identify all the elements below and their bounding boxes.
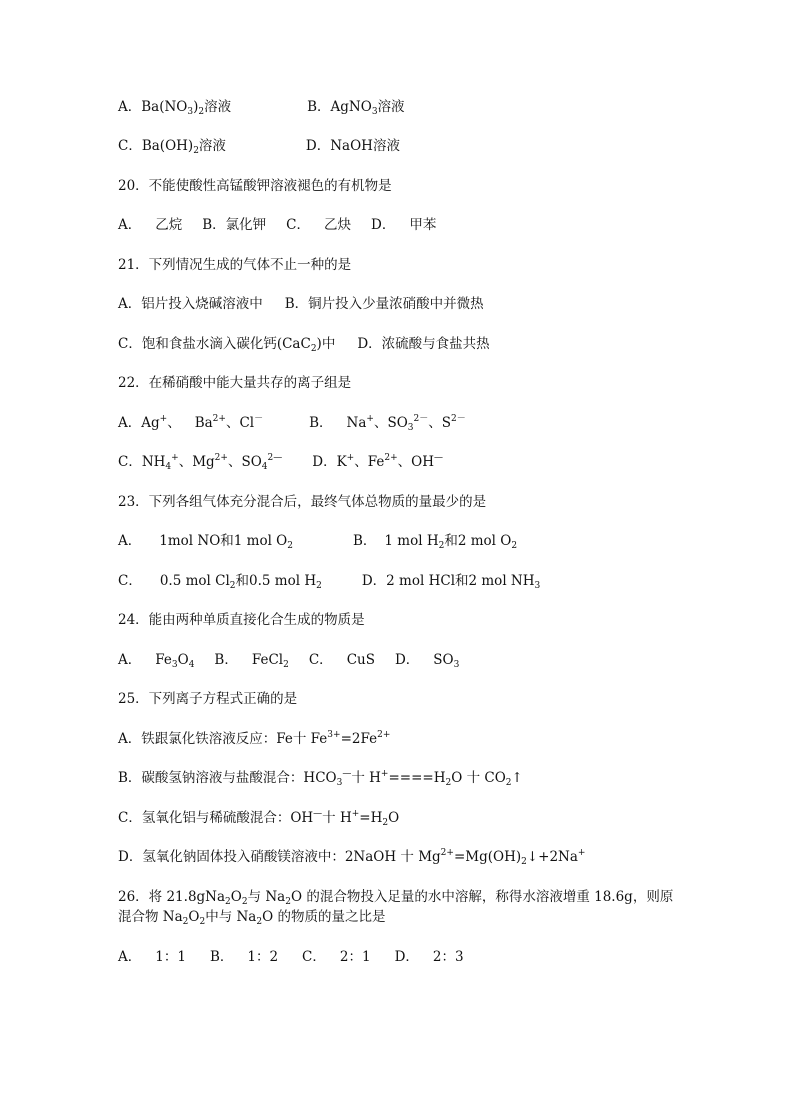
q23-options-ab: A． 1mol NO和1 mol $O_2$ B． 1 mol $H_2$和2 mol $O_2$ <box>118 533 518 551</box>
q22-options-ab: A．Ag+、 $Ba^{2+}$、Cl－ B． Na+、$SO_3^{2-}$、$S^{2-}$ <box>118 414 466 433</box>
q22-stem: 22．在稀硝酸中能大量共存的离子组是 <box>118 375 352 391</box>
q20-stem: 20．不能使酸性高锰酸钾溶液褪色的有机物是 <box>118 178 392 194</box>
q26-stem: 26．将 $21.8gNa_2O_2$与 $Na_2O$ 的混合物投入足量的水中溶解，称得水溶液增重 18.6g，则原混合物 $Na_2O_2$中与 $Na_2O$ 的物质的量之比是 <box>118 889 674 927</box>
q25-stem: 25．下列离子方程式正确的是 <box>118 691 298 707</box>
q25-option-a: A．铁跟氯化铁溶液反应：Fe十 $Fe^{3+}=2Fe^{2+}$ <box>118 730 391 747</box>
q26-options: A． 1：1 B． 1：2 C． 2：1 D． 2：3 <box>118 949 464 965</box>
q21-options-ab: A．铝片投入烧碱溶液中 B．铜片投入少量浓硝酸中并微热 <box>118 296 484 312</box>
q24-stem: 24．能由两种单质直接化合生成的物质是 <box>118 612 365 628</box>
q21-options-cd: C．饱和食盐水滴入碳化钙(CaC$_2$)中 D．浓硫酸与食盐共热 <box>118 336 490 354</box>
q19-options-cd: C．$Ba(OH)_2$溶液 D．NaOH溶液 <box>118 138 400 156</box>
q25-option-b: B．碳酸氢钠溶液与盐酸混合：$HCO_3^—$十 $H^+====H_2O$ 十 $CO_2↑$ <box>118 769 523 788</box>
q25-option-c: C．氢氧化铝与稀硫酸混合：OH—十 $H^+=H_2O$ <box>118 809 400 828</box>
q21-stem: 21．下列情况生成的气体不止一种的是 <box>118 257 352 273</box>
q19-options-ab: A．$Ba(NO_3)_2$溶液 B．AgNO$_3$溶液 <box>118 99 405 117</box>
q24-options: A． $Fe_3O_4$ B． FeCl$_2$ C． CuS D． $SO_3$ <box>118 652 460 670</box>
q23-options-cd: C． 0.5 mol $Cl_2$和0.5 mol $H_2$ D．2 mol HCl和2 mol $NH_3$ <box>118 573 541 591</box>
q20-options: A． 乙烷 B．氯化钾 C． 乙炔 D． 甲苯 <box>118 217 437 233</box>
q22-options-cd: C．$NH_4^+$、$Mg^{2+}$、$SO_4^{2—}$ D．K+、$Fe^{2+}$、OH— <box>118 453 443 472</box>
q25-option-d: D．氢氧化钠固体投入硝酸镁溶液中：2NaOH 十 $Mg^{2+}=Mg(OH)_2↓+2Na^+$ <box>118 848 586 867</box>
q23-stem: 23．下列各组气体充分混合后，最终气体总物质的量最少的是 <box>118 494 487 510</box>
